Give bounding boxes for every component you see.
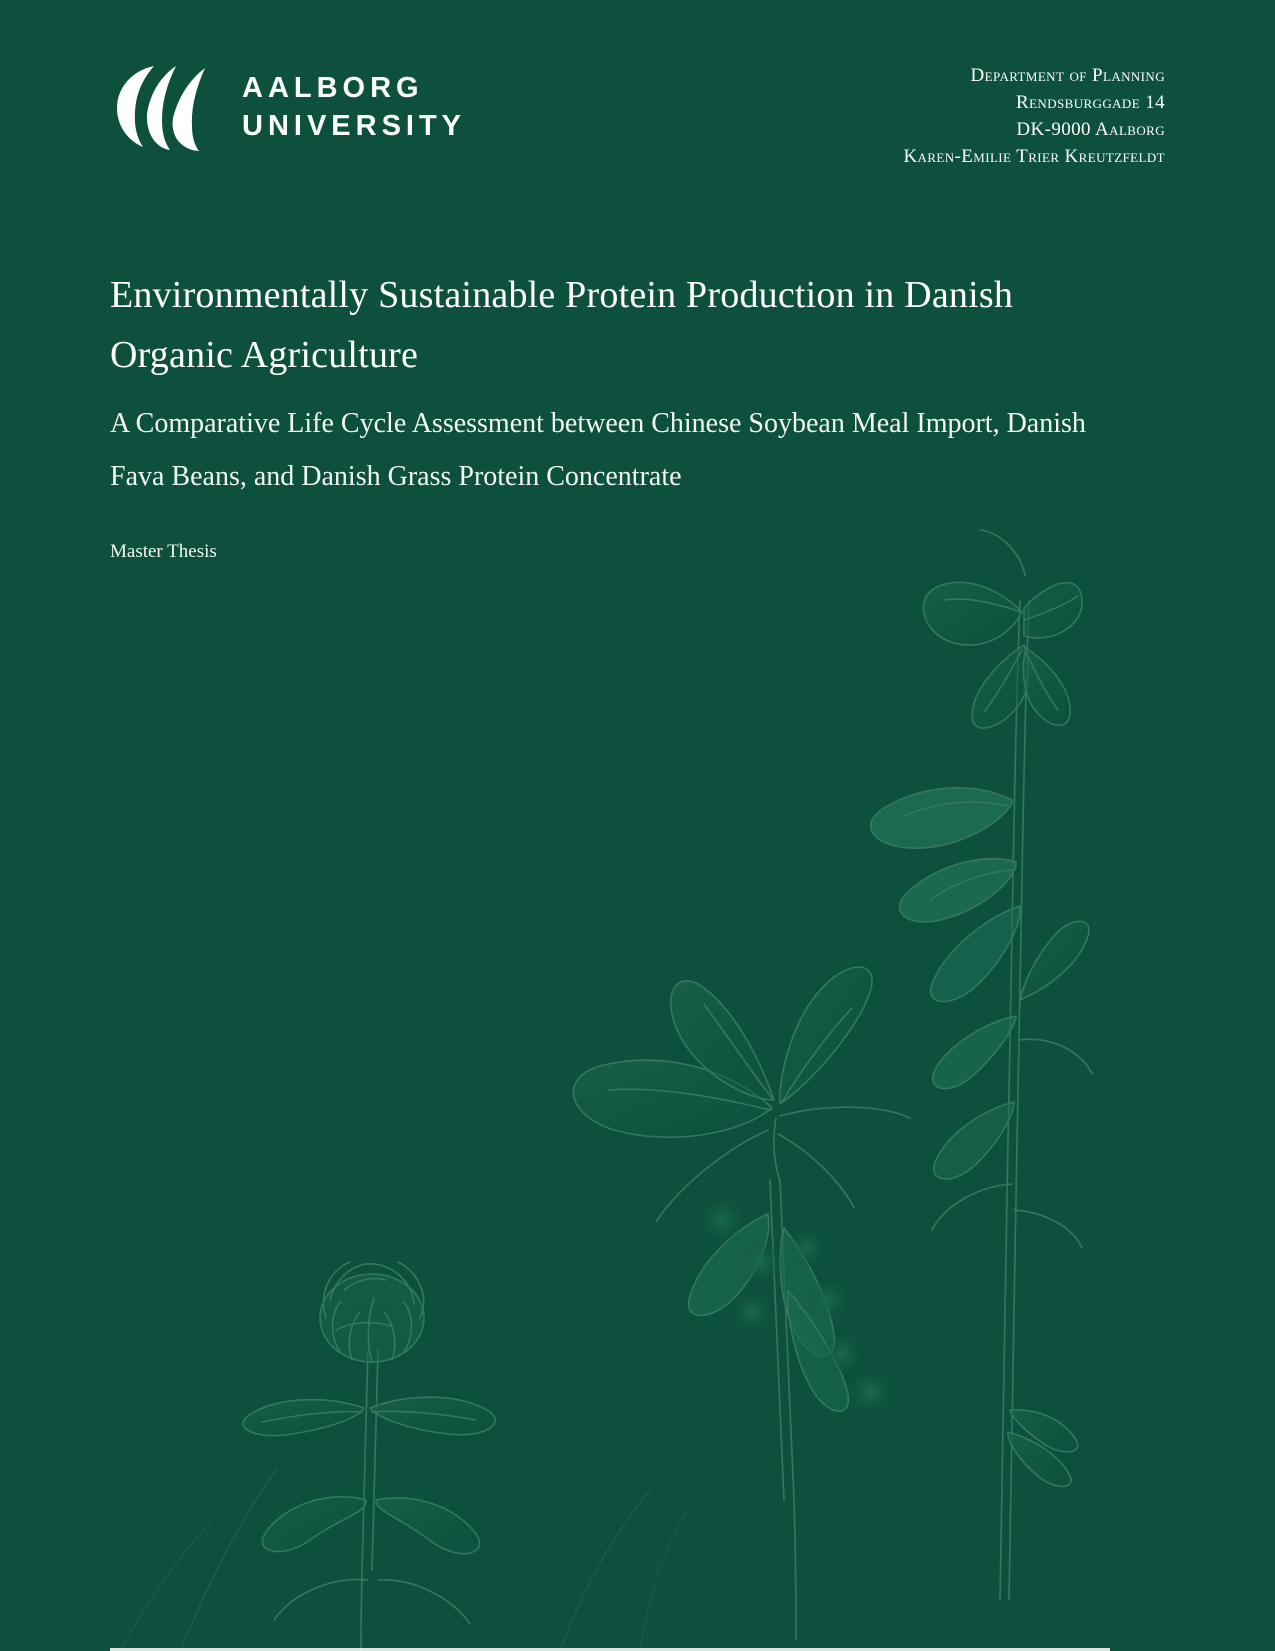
department-line-2: Rendsburggade 14 — [1016, 92, 1165, 113]
department-line-1: Department of Planning — [970, 65, 1165, 86]
department-address — [903, 62, 1165, 170]
aalborg-university-seal-icon — [110, 62, 214, 152]
page-title: Environmentally Sustainable Protein Production in Danish Organic Agriculture — [110, 274, 1014, 376]
university-name-line1: AALBORG — [242, 72, 424, 104]
university-name-line2: UNIVERSITY — [242, 110, 467, 142]
title-block — [110, 265, 1110, 565]
university-name — [242, 69, 466, 145]
document-type: Master Thesis — [110, 541, 217, 562]
department-line-3: DK-9000 Aalborg — [1016, 119, 1165, 140]
university-brand — [110, 62, 466, 152]
page-subtitle: A Comparative Life Cycle Assessment between Chinese Soybean Meal Import, Danish Fava Beans, and Danish Grass Protein Concentrate — [110, 408, 1086, 492]
cover-header — [110, 62, 1165, 170]
author-name: Karen-Emilie Trier Kreutzfeldt — [903, 146, 1165, 167]
